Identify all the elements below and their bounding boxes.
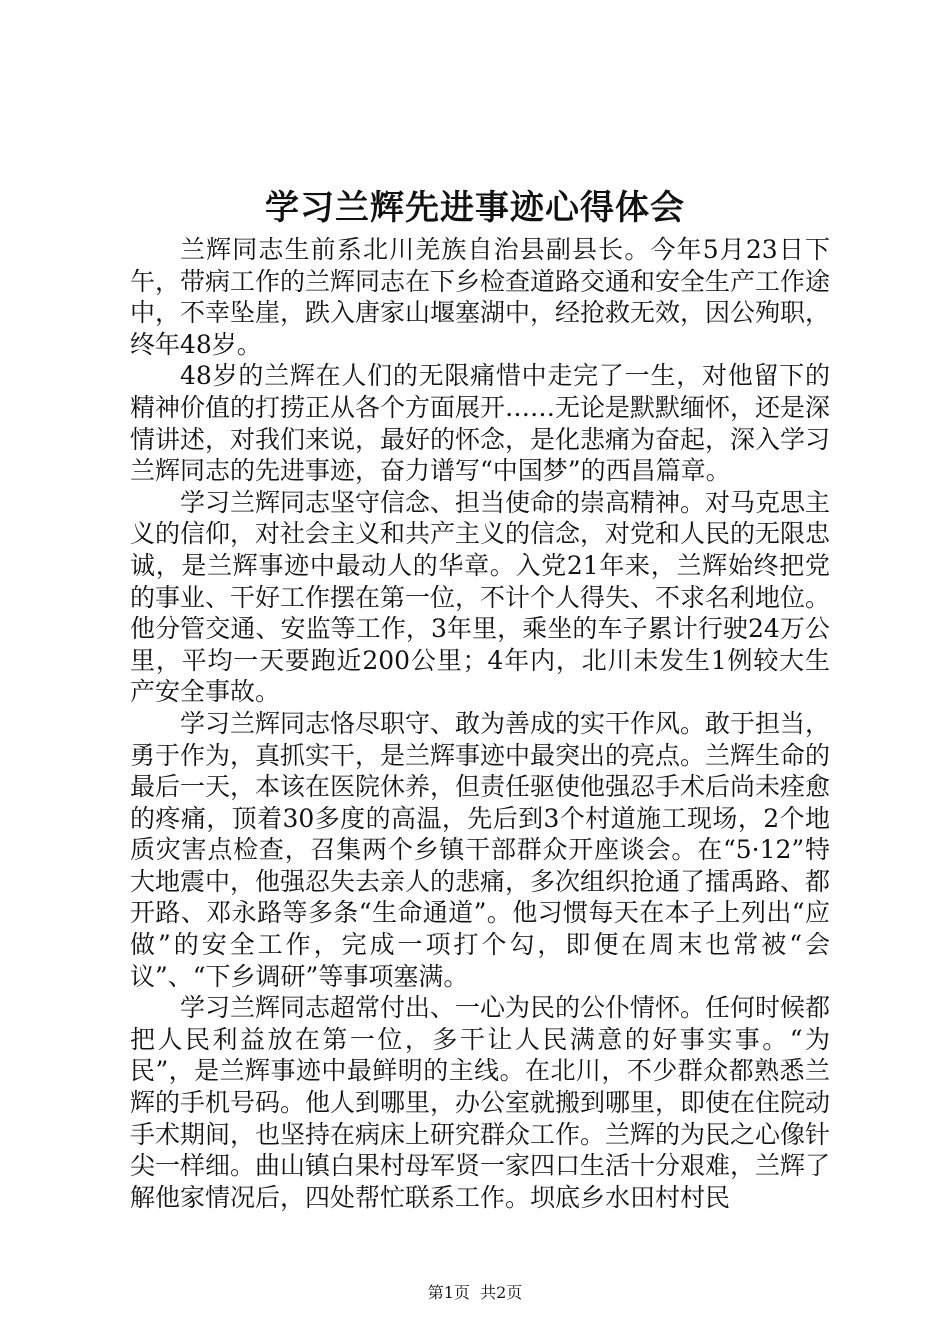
- paragraph-1: 兰辉同志生前系北川羌族自治县副县长。今年5月23日下午，带病工作的兰辉同志在下乡检查道路交通和安全生产工作途中，不幸坠崖，跌入唐家山堰塞湖中，经抢救无效，因公殉职，终年48岁。: [130, 235, 831, 359]
- document-body: [130, 234, 830, 1213]
- paragraph-4: 学习兰辉同志恪尽职守、敢为善成的实干作风。敢于担当，勇于作为，真抓实干，是兰辉事迹中最突出的亮点。兰辉生命的最后一天，本该在医院休养，但责任驱使他强忍手术后尚未痊愈的疼痛，顶着30多度的高温，先后到3个村道施工现场，2个地质灾害点检查，召集两个乡镇干部群众开座谈会。在“5·12”特大地震中，他强忍失去亲人的悲痛，多次组织抢通了擂禹路、都开路、邓永路等多条“生命通道”。他习惯每天在本子上列出“应做”的安全工作，完成一项打个勾，即便在周末也常被“会议”、“下乡调研”等事项塞满。: [130, 708, 831, 991]
- page-total: 共2页: [480, 1283, 523, 1302]
- paragraph-5: 学习兰辉同志超常付出、一心为民的公仆情怀。任何时候都把人民利益放在第一位，多干让人民满意的好事实事。“为民”，是兰辉事迹中最鲜明的主线。在北川，不少群众都熟悉兰辉的手机号码。他人到哪里，办公室就搬到哪里，即使在住院动手术期间，也坚持在病床上研究群众工作。兰辉的为民之心像针尖一样细。曲山镇白果村母军贤一家四口生活十分艰难，兰辉了解他家情况后，四处帮忙联系工作。坝底乡水田村村民: [130, 993, 831, 1212]
- page-footer: [0, 1282, 950, 1304]
- paragraph-2: 48岁的兰辉在人们的无限痛惜中走完了一生，对他留下的精神价值的打捞正从各个方面展开……无论是默默缅怀，还是深情讲述，对我们来说，最好的怀念，是化悲痛为奋起，深入学习兰辉同志的先进事迹，奋力谱写“中国梦”的西昌篇章。: [130, 361, 831, 486]
- page-number: 第1页: [427, 1283, 470, 1302]
- document-title: 学习兰辉先进事迹心得体会: [265, 188, 685, 228]
- paragraph-3: 学习兰辉同志坚守信念、担当使命的崇高精神。对马克思主义的信仰，对社会主义和共产主义的信念，对党和人民的无限忠诚，是兰辉事迹中最动人的华章。入党21年来，兰辉始终把党的事业、干好工作摆在第一位，不计个人得失、不求名利地位。他分管交通、安监等工作，3年里，乘坐的车子累计行驶24万公里，平均一天要跑近200公里；4年内，北川未发生1例较大生产安全事故。: [130, 487, 831, 707]
